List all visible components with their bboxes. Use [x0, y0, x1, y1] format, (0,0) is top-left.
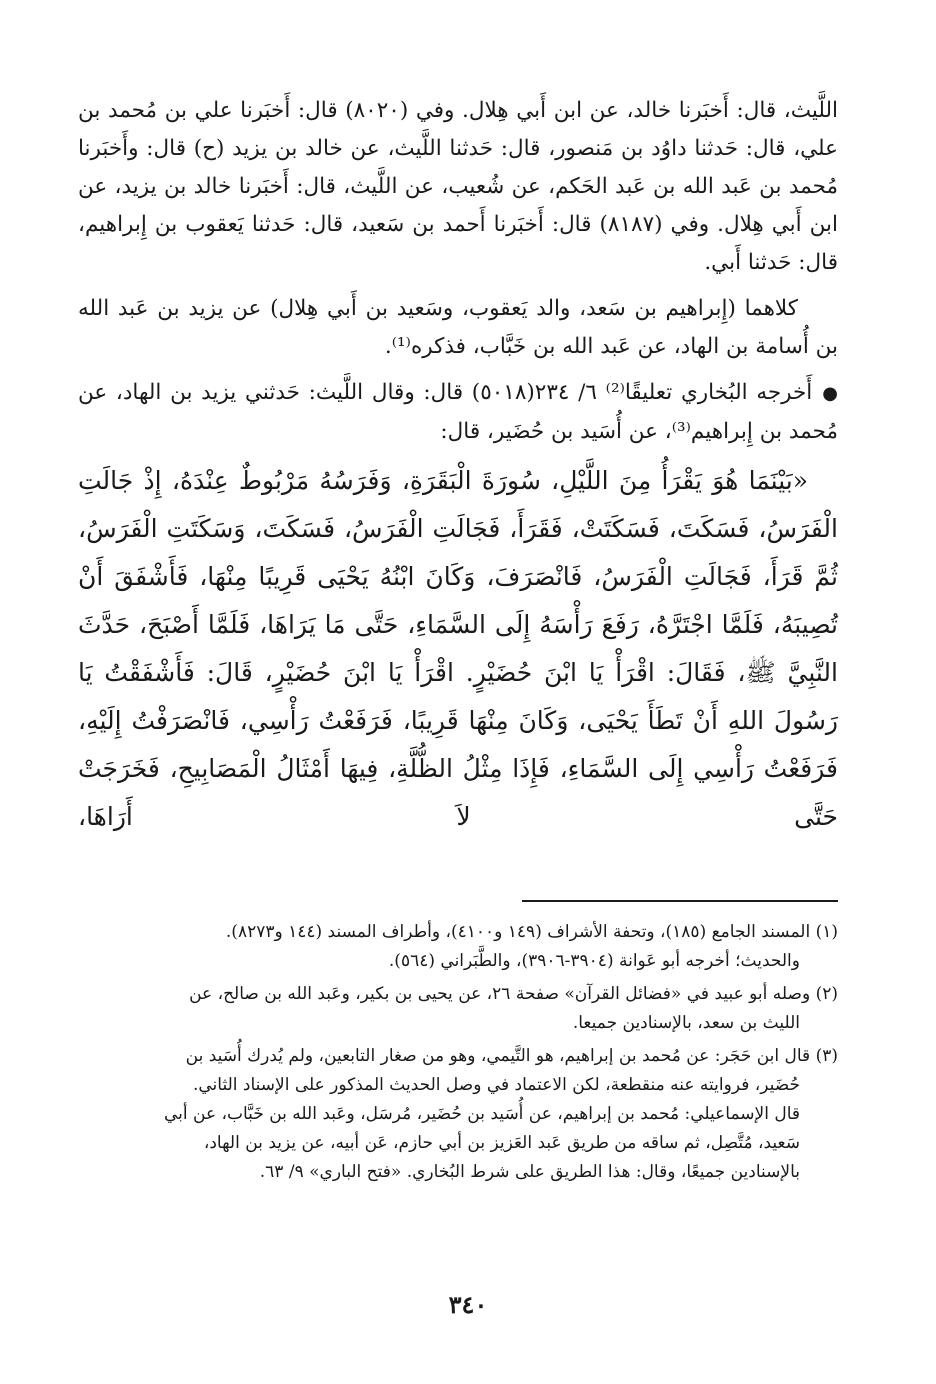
- footnote-line: سَعيد، مُتَّصِل، ثم ساقه من طريق عَبد العَزيز بن أبي حازم، عَن أبيه، عن يزيد بن الهاد،: [203, 1133, 800, 1153]
- footnote-line: والحديث؛ أخرجه أبو عَوانة (٣٩٠٤-٣٩٠٦)، والطَّبَراني (٥٦٤).: [388, 951, 800, 971]
- paragraph-takhrij-text: أَخرجه البُخاري تعليقًا⁽²⁾ ٦/ ٢٣٤(٥٠١٨) قال: وقال اللَّيث: حَدثني يزيد بن الهاد، عن مُحمد بن إِبراهيم⁽³⁾، عن أُسَيد بن حُضَير، قال:: [78, 380, 838, 444]
- paragraph-isnad-1: اللَّيث، قال: أَخبَرنا خالد، عن ابن أَبي هِلال. وفي (٨٠٢٠) قال: أَخبَرنا علي بن مُحمد بن علي، قال: حَدثنا داوُد بن مَنصور، قال: حَدثنا اللَّيث، عن خالد بن يزيد (ح) قال: وأَخبَرنا مُحمد بن عَبد الله بن عَبد الحَكم، عن شُعيب، عن اللَّيث، قال: أَخبَرنا خالد بن يزيد، عن ابن أَبي هِلال. وفي (٨١٨٧) قال: أَخبَرنا أَحمد بن سَعيد، قال: حَدثنا يَعقوب بن إِبراهيم، قال: حَدثنا أَبي.: [78, 98, 838, 275]
- footnote-3: [78, 1042, 838, 1187]
- paragraph-isnad-2: كلاهما (إِبراهيم بن سَعد، والد يَعقوب، وسَعيد بن أَبي هِلال) عن يزيد بن عَبد الله بن أُسامة بن الهاد، عن عَبد الله بن خَبَّاب، فذكره⁽¹⁾.: [78, 296, 838, 359]
- footnotes: [78, 918, 838, 1191]
- footnote-line: بالإسنادين جميعًا، وقال: هذا الطريق على شرط البُخاري. «فتح الباري» ٩/ ٦٣.: [259, 1162, 800, 1182]
- main-text: [78, 92, 838, 841]
- bullet-icon: ●: [822, 383, 838, 404]
- footnote-divider: [522, 900, 838, 902]
- page-number: ٣٤٠: [448, 1290, 488, 1319]
- footnote-line: (٣) قال ابن حَجَر: عن مُحمد بن إبراهيم، هو التَّيمي، وهو من صغار التابعين، ولم يُدرك أُسَيد بن: [185, 1046, 838, 1066]
- footnote-line: الليث بن سعد، بالإسنادين جميعا.: [572, 1013, 800, 1033]
- paragraph-takhrij: [78, 374, 838, 451]
- footnote-line: (٢) وصله أبو عبيد في «فضائل القرآن» صفحة ٢٦، عن يحيى بن بكير، وعَبد الله بن صالح، عن: [189, 984, 838, 1004]
- footnote-line: قال الإسماعيلي: مُحمد بن إبراهيم، عن أُسَيد بن حُضَير، مُرسَل، وعَبد الله بن خَبَّاب، عن أبي: [164, 1104, 800, 1124]
- footnote-2: [78, 980, 838, 1038]
- hadith-text: «بَيْنَمَا هُوَ يَقْرَأُ مِنَ اللَّيْلِ، سُورَةَ الْبَقَرَةِ، وَفَرَسُهُ مَرْبُوطٌ عِنْدَهُ، إِذْ جَالَتِ الْفَرَسُ، فَسَكَتَ، فَسَكَتَتْ، فَقَرَأَ، فَجَالَتِ الْفَرَسُ، فَسَكَتَ، وَسَكَتَتِ الْفَرَسُ، ثُمَّ قَرَأَ، فَجَالَتِ الْفَرَسُ، فَانْصَرَفَ، وَكَانَ ابْنُهُ يَحْيَى قَرِيبًا مِنْهَا، فَأَشْفَقَ أَنْ تُصِيبَهُ، فَلَمَّا اجْتَرَّهُ، رَفَعَ رَأْسَهُ إِلَى السَّمَاءِ، حَتَّى مَا يَرَاهَا، فَلَمَّا أَصْبَحَ، حَدَّثَ النَّبِيَّ ﷺ، فَقَالَ: اقْرَأْ يَا ابْنَ حُضَيْرٍ. اقْرَأْ يَا ابْنَ حُضَيْرٍ، قَالَ: فَأَشْفَقْتُ يَا رَسُولَ اللهِ أَنْ تَطَأَ يَحْيَى، وَكَانَ مِنْهَا قَرِيبًا، فَرَفَعْتُ رَأْسِي، فَانْصَرَفْتُ إِلَيْهِ، فَرَفَعْتُ رَأْسِي إِلَى السَّمَاءِ، فَإِذَا مِثْلُ الظُّلَّةِ، فِيهَا أَمْثَالُ الْمَصَابِيحِ، فَخَرَجَتْ حَتَّى لاَ أَرَاهَا،: [78, 466, 838, 831]
- footnote-line: حُضَير، فروايته عنه منقطعة، لكن الاعتماد في وصل الحديث المذكور على الإسناد الثاني.: [192, 1075, 800, 1095]
- footnote-1: [78, 918, 838, 976]
- footnote-line: (١) المسند الجامع (١٨٥)، وتحفة الأشراف (١٤٩ و٤١٠٠)، وأطراف المسند (١٤٤ و٨٢٧٣).: [225, 922, 838, 942]
